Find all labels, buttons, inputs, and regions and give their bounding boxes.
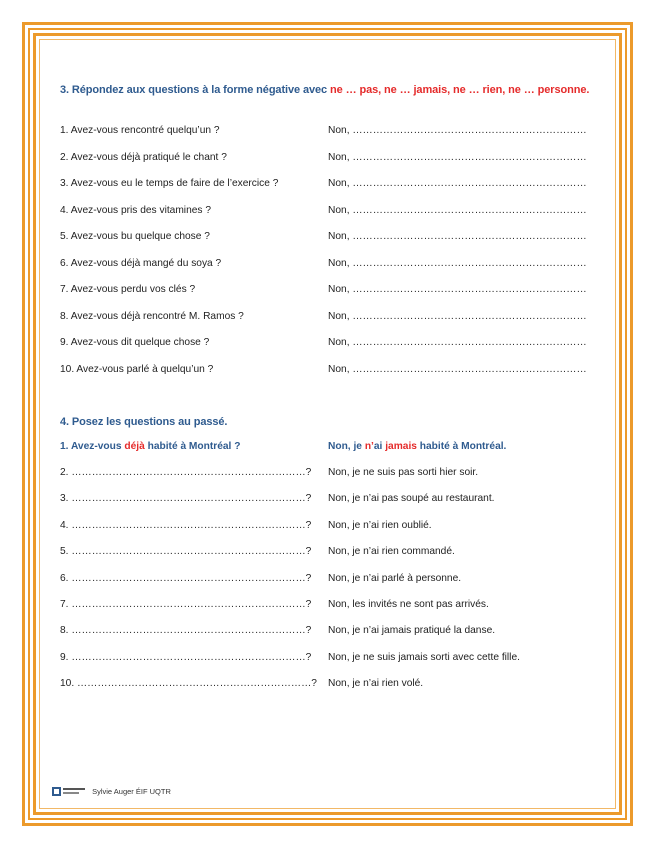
section3-row [60, 310, 600, 324]
section3-question: 9. Avez-vous dit quelque chose ? [60, 337, 210, 348]
institution-logo-icon [52, 786, 86, 798]
example-q-highlight: déjà [124, 441, 145, 452]
section3-row [60, 257, 600, 271]
section3-row [60, 363, 600, 377]
section4-question: 8. ……………………………………………………………? [60, 625, 312, 637]
section4-answer: Non, je n’ai rien volé. [328, 678, 424, 690]
section4-question: 6. ……………………………………………………………? [60, 572, 312, 584]
section4-question: 3. ……………………………………………………………? [60, 493, 312, 505]
section4-row [60, 492, 600, 506]
section3-question: 4. Avez-vous pris des vitamines ? [60, 204, 211, 216]
section3-row [60, 151, 600, 165]
section4-row [60, 677, 600, 691]
section4-answer: Non, je n’ai pas soupé au restaurant. [328, 493, 495, 505]
example-question [60, 440, 240, 454]
example-a-part2: ai [373, 441, 383, 452]
section3-title-prefix: 3. Répondez aux questions à la forme négative avec [60, 84, 328, 96]
example-q-part1: 1. Avez-vous [60, 441, 122, 452]
section3-question: 1. Avez-vous rencontré quelqu’un ? [60, 125, 220, 136]
section3-row [60, 336, 600, 350]
section3-question: 10. Avez-vous parlé à quelqu’un ? [60, 363, 214, 375]
section3-question: 8. Avez-vous déjà rencontré M. Ramos ? [60, 310, 244, 322]
section4-question: 2. ……………………………………………………………? [60, 467, 312, 478]
section4-question: 4. ……………………………………………………………? [60, 519, 312, 531]
section3-question: 5. Avez-vous bu quelque chose ? [60, 231, 210, 242]
section4-row [60, 519, 600, 533]
section3-row [60, 204, 600, 218]
footer [52, 786, 171, 798]
section3-row [60, 283, 600, 297]
section3-answer: Non, …………………………………………………………… [328, 178, 587, 189]
example-a-highlight-2: jamais [385, 441, 417, 452]
section4-row [60, 572, 600, 586]
section3-row [60, 124, 600, 138]
section4-row [60, 598, 600, 612]
section4-answer: Non, je n’ai parlé à personne. [328, 572, 462, 584]
example-answer [328, 440, 506, 454]
section3-question: 6. Avez-vous déjà mangé du soya ? [60, 257, 222, 269]
section3-answer: Non, …………………………………………………………… [328, 363, 587, 375]
section4-question: 10. ……………………………………………………………? [60, 678, 317, 690]
section3-answer: Non, …………………………………………………………… [328, 284, 587, 295]
section4-question: 5. ……………………………………………………………? [60, 546, 312, 558]
section3-answer: Non, …………………………………………………………… [328, 231, 587, 242]
example-a-part1: Non, je [328, 441, 362, 452]
section4-heading: 4. Posez les questions au passé. [60, 416, 228, 428]
section3-question: 3. Avez-vous eu le temps de faire de l’exercice ? [60, 178, 279, 189]
section4-row [60, 545, 600, 559]
section4-example-row [60, 440, 600, 454]
section3-answer: Non, …………………………………………………………… [328, 310, 587, 322]
section3-answer: Non, …………………………………………………………… [328, 204, 587, 216]
section3-heading [60, 83, 590, 98]
section4-row [60, 466, 600, 480]
section3-question: 7. Avez-vous perdu vos clés ? [60, 284, 196, 295]
section4-question: 9. ……………………………………………………………? [60, 651, 312, 663]
section4-answer: Non, je ne suis jamais sorti avec cette fille. [328, 651, 520, 663]
section3-answer: Non, …………………………………………………………… [328, 257, 587, 269]
section4-answer: Non, je n’ai rien oublié. [328, 519, 432, 531]
section3-title-highlight-2: personne. [537, 84, 590, 96]
section4-answer: Non, je n’ai rien commandé. [328, 546, 455, 558]
section3-answer: Non, …………………………………………………………… [328, 125, 587, 136]
example-a-part3: habité à Montréal. [419, 441, 507, 452]
footer-author: Sylvie Auger ÉIF UQTR [92, 786, 171, 796]
section3-row [60, 177, 600, 191]
section3-answer: Non, …………………………………………………………… [328, 151, 587, 163]
section4-answer: Non, je ne suis pas sorti hier soir. [328, 467, 479, 478]
section4-answer: Non, je n’ai jamais pratiqué la danse. [328, 625, 496, 637]
section4-row [60, 651, 600, 665]
section4-answer: Non, les invités ne sont pas arrivés. [328, 599, 489, 610]
section3-question: 2. Avez-vous déjà pratiqué le chant ? [60, 151, 227, 163]
example-q-part2: habité à Montréal ? [147, 441, 241, 452]
section3-row [60, 230, 600, 244]
section4-row [60, 624, 600, 638]
section3-answer: Non, …………………………………………………………… [328, 337, 587, 348]
example-a-highlight-1: n’ [364, 441, 374, 452]
section4-question: 7. ……………………………………………………………? [60, 599, 312, 610]
section3-title-highlight: ne … pas, ne … jamais, ne … rien, ne … [330, 84, 535, 96]
